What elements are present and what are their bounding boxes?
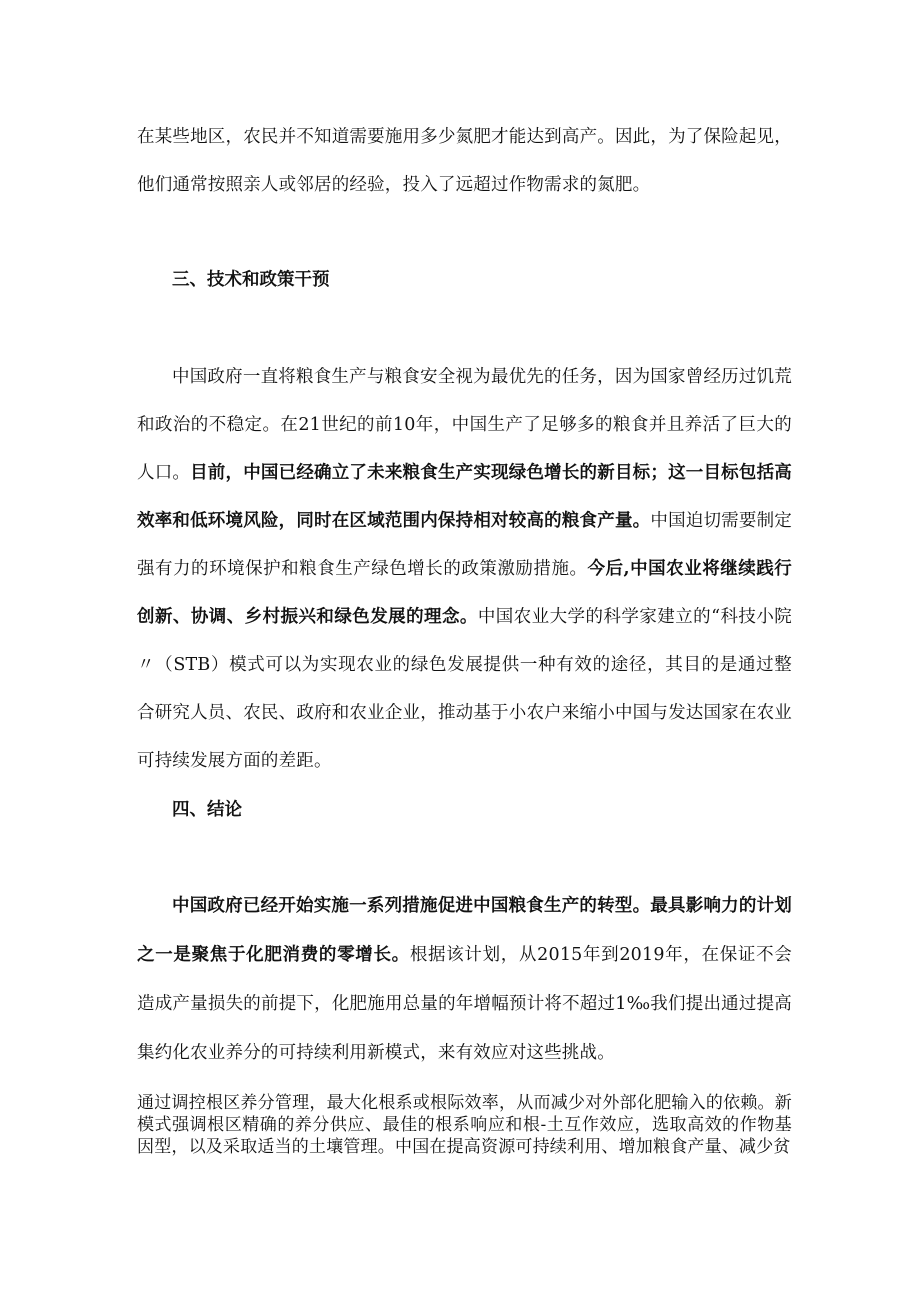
policy-sentence-5: 中国农业大学的科学家建立的“科技小院〃（STB）模式可以为实现农业的绿色发展提供一种有效的途径，其目的是通过整合研究人员、农民、政府和农业企业，推动基于小农户来缩小中国与发达国家在农业可持续发展方面的差距。 [137,607,792,771]
paragraph-policy [137,353,792,785]
policy-sentence-2-bold: 目前，中国已经确立了未来粮食生产实现绿色增长的新目标；这一目标包括高效率和低环境风险，同时在区域范围内保持相对较高的粮食产量。 [137,463,792,531]
conclusion-sentence-2: 根据该计划，从2015年到2019年，在保证不会造成产量损失的前提下，化肥施用总量的年增幅预计将不超过1‰我们提出通过提高集约化农业养分的可持续利用新模式，来有效应对这些挑战。 [137,945,792,1063]
paragraph-root-zone: 通过调控根区养分管理，最大化根系或根际效率，从而减少对外部化肥输入的依赖。新模式强调根区精确的养分供应、最佳的根系响应和根-土互作效应，选取高效的作物基因型，以及采取适当的土壤管理。中国在提高资源可持续利用、增加粮食产量、减少贫 [137,1093,792,1157]
paragraph-nitrogen-overuse: 在某些地区，农民并不知道需要施用多少氮肥才能达到高产。因此，为了保险起见，他们通常按照亲人或邻居的经验，投入了远超过作物需求的氮肥。 [137,127,792,195]
paragraph-conclusion [137,882,792,1078]
policy-sentence-4-bold: 今后,中国农业将继续践行创新、协调、乡村振兴和绿色发展的理念。 [137,559,792,627]
policy-sentence-3: 中国迫切需要制定强有力的环境保护和粮食生产绿色增长的政策激励措施。 [137,511,792,579]
section-heading-4: 四、结论 [172,800,242,820]
conclusion-sentence-1-bold: 中国政府已经开始实施一系列措施促进中国粮食生产的转型。最具影响力的计划之一是聚焦于化肥消费的零增长。 [137,896,792,965]
policy-sentence-1: 中国政府一直将粮食生产与粮食安全视为最优先的任务，因为国家曾经历过饥荒和政治的不稳定。在21世纪的前10年，中国生产了足够多的粮食并且养活了巨大的人口。 [137,367,792,483]
section-heading-3: 三、技术和政策干预 [172,270,330,290]
